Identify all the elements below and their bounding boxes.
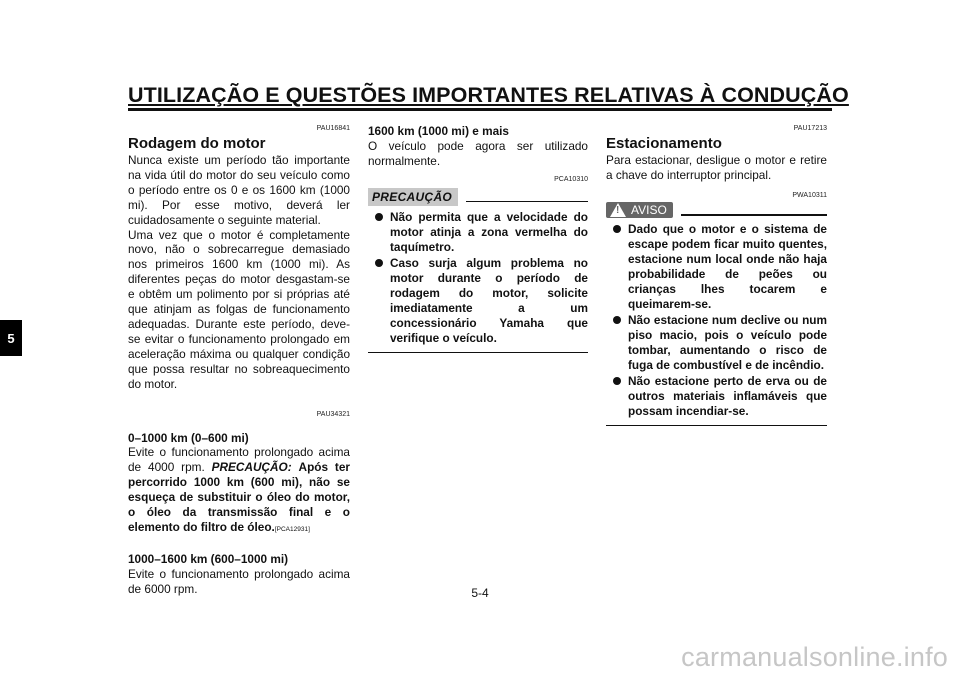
warning-code: PWA10311: [792, 191, 827, 199]
subheading-0-1000km: 0–1000 km (0–600 mi): [128, 430, 249, 445]
warning-badge: [606, 202, 673, 218]
caution-label: PRECAUÇÃO: [368, 188, 458, 206]
caution-header: [368, 188, 588, 206]
paragraph: [128, 445, 350, 537]
bullet-icon: [613, 377, 621, 385]
subheading-1600km-plus: 1600 km (1000 mi) e mais: [368, 124, 509, 138]
title-rule: [128, 108, 832, 111]
paragraph: O veículo pode agora ser utilizado normalmente.: [368, 138, 588, 168]
list-item-text: Não estacione num declive ou num piso macio, pois o veículo pode tombar, aumentando o risco de fuga de combustível e de incêndio.: [628, 312, 827, 372]
warning-header: [606, 202, 827, 218]
warning-rule: [681, 214, 827, 216]
bullet-icon: [613, 316, 621, 324]
caution-end-rule: [368, 352, 588, 354]
list-item-text: Dado que o motor e o sistema de escape podem ficar muito quentes, estacione num local onde não haja probabilidade de peões ou crianças lhes tocarem e queimarem-se.: [628, 221, 827, 311]
watermark: carmanualsonline.info: [681, 642, 948, 672]
section-code: PAU17213: [793, 125, 827, 132]
caution-list: [368, 210, 588, 346]
section-heading-parking: Estacionamento: [606, 135, 722, 152]
column-right: [606, 124, 827, 426]
warning-label: AVISO: [631, 202, 667, 217]
warning-triangle-icon: !: [610, 203, 626, 217]
warning-list: [606, 222, 827, 419]
caution-code: PCA10310: [554, 175, 588, 183]
list-item: [368, 256, 588, 346]
subheading-1000-1600km: 1000–1600 km (600–1000 mi): [128, 551, 289, 566]
column-left: [128, 124, 350, 597]
paragraph: Evite o funcionamento prolongado acima de 6000 rpm.: [128, 566, 350, 596]
sub1-text: Evite o funcionamento prolongado acima de 4000 rpm.: [128, 445, 350, 475]
list-item: [606, 222, 827, 312]
column-middle: [368, 124, 588, 353]
section-code: PAU16841: [316, 125, 350, 132]
bullet-icon: [375, 213, 383, 221]
warning-end-rule: [606, 425, 827, 427]
list-item-text: Caso surja algum problema no motor durante o período de rodagem do motor, solicite imediatamente a um concessionário Yamaha que verifique o veículo.: [390, 255, 588, 345]
caution-rule: [466, 201, 588, 203]
inline-code: [PCA12931]: [274, 525, 310, 533]
bullet-icon: [375, 259, 383, 267]
list-item-text: Não permita que a velocidade do motor atinja a zona vermelha do taquímetro.: [390, 209, 588, 254]
bullet-icon: [613, 225, 621, 233]
inline-caution-label: PRECAUÇÃO:: [211, 460, 292, 475]
list-item: [606, 313, 827, 373]
section-code: PAU34321: [316, 410, 350, 418]
list-item: [606, 374, 827, 419]
paragraph: Para estacionar, desligue o motor e retire a chave do interruptor principal.: [606, 153, 827, 182]
list-item: [368, 210, 588, 255]
paragraph: Nunca existe um período tão importante na vida útil do motor do seu veículo como o período entre os 0 e os 1600 km (1000 mi). Por esse motivo, deverá ler cuidadosamente o seguinte material.: [128, 153, 350, 227]
page-number: 5-4: [471, 586, 489, 600]
inline-caution-text: Após ter percorrido 1000 km (600 mi), não se esqueça de substituir o óleo do motor, o óleo da transmissão final e o elemento do filtro de óleo.: [128, 460, 351, 534]
list-item-text: Não estacione perto de erva ou de outros materiais inflamáveis que possam incendiar-se.: [628, 373, 827, 418]
chapter-tab: 5: [0, 320, 22, 356]
paragraph: Uma vez que o motor é completamente novo, não o sobrecarregue demasiado nos primeiros 1600 km (1000 mi). As diferentes peças do motor desgastam-se e obtêm um polimento por si próprias até que atinjam as folgas de funcionamento adequadas. Durante este período, deve-se evitar o funcionamento prolongado em aceleração máxima ou qualquer condição que possa resultar no sobreaquecimento do motor.: [128, 227, 350, 391]
page-title: UTILIZAÇÃO E QUESTÕES IMPORTANTES RELATIVAS À CONDUÇÃO: [128, 83, 849, 107]
section-heading-break-in: Rodagem do motor: [128, 135, 266, 152]
